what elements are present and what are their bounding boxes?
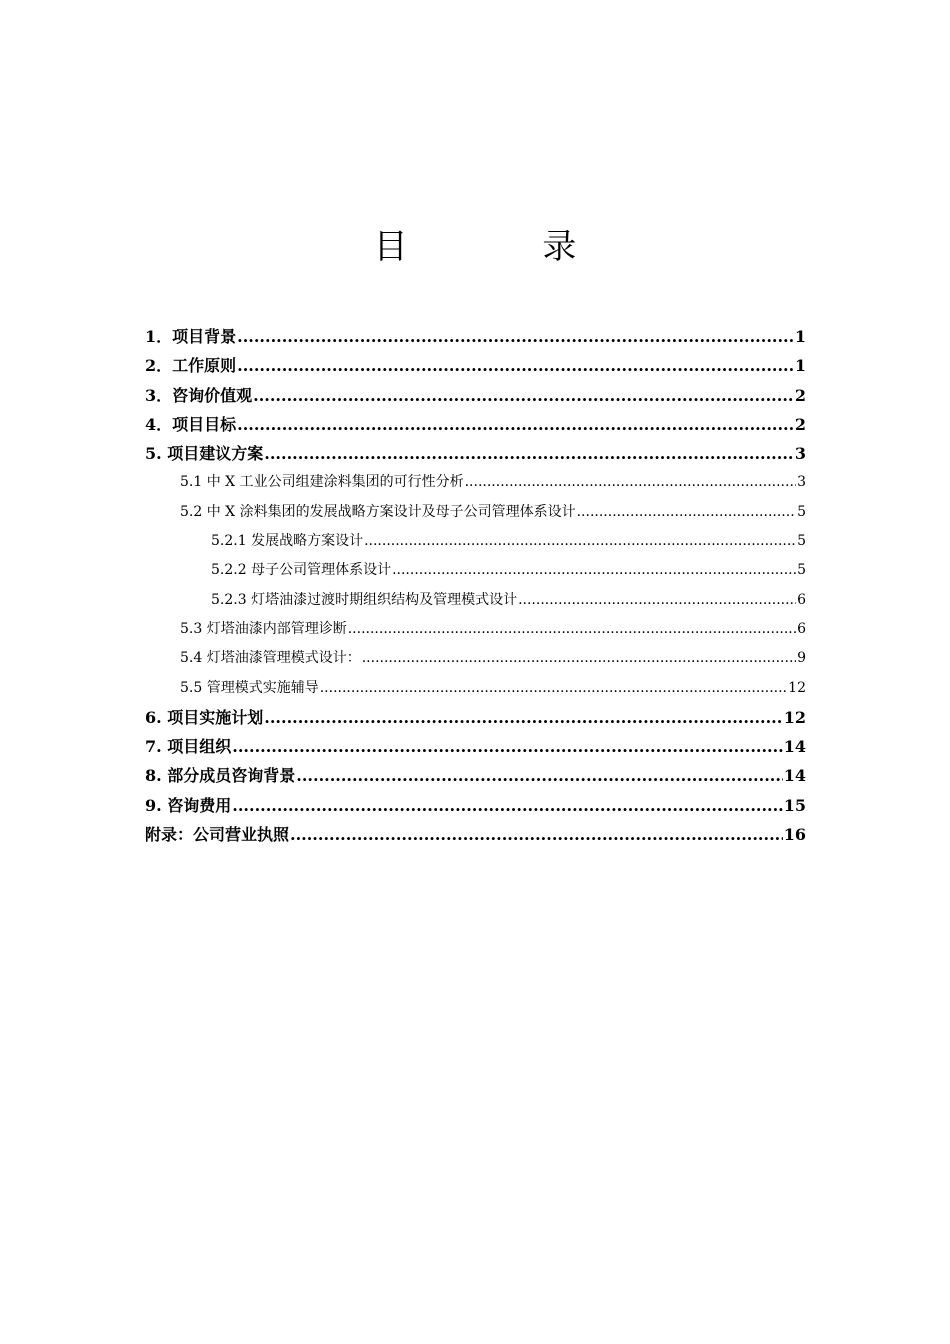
toc-entry[interactable]: [145, 322, 806, 351]
toc-dot-leader: [577, 498, 796, 527]
toc-entry-label: 附录：公司营业执照: [145, 825, 290, 845]
toc-dot-leader: [232, 791, 782, 820]
toc-page-number: 2: [794, 414, 806, 434]
toc-page-number: 12: [788, 679, 806, 696]
toc-entry[interactable]: [145, 439, 806, 468]
toc-entry[interactable]: [145, 791, 806, 820]
toc-dot-leader: [320, 674, 787, 703]
toc-entry-label: 5.2.3 灯塔油漆过渡时期组织结构及管理模式设计: [211, 591, 518, 608]
toc-entry-label: 1．项目背景: [145, 327, 237, 346]
toc-dot-leader: [362, 644, 796, 673]
toc-entry-label: 5.5 管理模式实施辅导: [180, 679, 319, 696]
table-of-contents: [145, 322, 806, 849]
toc-dot-leader: [237, 410, 794, 439]
toc-entry-label: 3．咨询价值观: [145, 385, 253, 405]
toc-page-number: 5: [797, 533, 806, 550]
toc-page-number: 15: [783, 795, 806, 815]
toc-dot-leader: [290, 820, 783, 849]
toc-dot-leader: [237, 351, 794, 380]
toc-entry-label: 5.2 中 X 涂料集团的发展战略方案设计及母子公司管理体系设计: [180, 503, 576, 520]
toc-entry[interactable]: [145, 468, 806, 497]
page-title: 目 录: [373, 227, 639, 267]
toc-page-number: 1: [794, 327, 806, 346]
toc-page-number: 14: [783, 737, 806, 757]
toc-entry-label: 5.2.2 母子公司管理体系设计: [211, 562, 392, 579]
toc-entry[interactable]: [145, 820, 806, 849]
toc-entry-label: 6. 项目实施计划: [145, 707, 264, 727]
toc-entry[interactable]: [145, 732, 806, 761]
toc-dot-leader: [296, 761, 782, 790]
toc-dot-leader: [264, 439, 794, 468]
toc-dot-leader: [392, 556, 796, 585]
toc-dot-leader: [518, 586, 796, 615]
toc-entry-label: 2．工作原则: [145, 356, 237, 376]
toc-entry-label: 5.3 灯塔油漆内部管理诊断: [180, 620, 347, 637]
toc-page-number: 1: [794, 356, 806, 376]
toc-entry[interactable]: [145, 410, 806, 439]
toc-entry-label: 8. 部分成员咨询背景: [145, 766, 296, 786]
toc-page-number: 5: [797, 562, 806, 579]
toc-page-number: 6: [797, 620, 806, 637]
toc-dot-leader: [232, 732, 782, 761]
toc-entry-label: 5.4 灯塔油漆管理模式设计：: [180, 650, 361, 667]
toc-entry-label: 5.1 中 X 工业公司组建涂料集团的可行性分析: [180, 474, 464, 491]
toc-entry-label: 4．项目目标: [145, 414, 237, 434]
toc-entry[interactable]: [145, 586, 806, 615]
toc-entry[interactable]: [145, 615, 806, 644]
toc-dot-leader: [264, 703, 782, 732]
toc-dot-leader: [348, 615, 796, 644]
toc-entry[interactable]: [145, 703, 806, 732]
toc-entry[interactable]: [145, 761, 806, 790]
toc-page-number: 6: [797, 591, 806, 608]
toc-page-number: 5: [797, 503, 806, 520]
toc-page-number: 3: [797, 474, 806, 491]
toc-dot-leader: [237, 322, 794, 351]
toc-entry[interactable]: [145, 527, 806, 556]
toc-entry-label: 5. 项目建议方案: [145, 444, 264, 464]
toc-entry[interactable]: [145, 351, 806, 380]
toc-entry[interactable]: [145, 498, 806, 527]
toc-entry-label: 5.2.1 发展战略方案设计: [211, 533, 364, 550]
toc-page-number: 3: [794, 444, 806, 464]
toc-page-number: 9: [797, 650, 806, 667]
toc-entry[interactable]: [145, 644, 806, 673]
toc-page-number: 16: [783, 825, 806, 845]
toc-entry-label: 7. 项目组织: [145, 737, 232, 757]
toc-page-number: 12: [783, 707, 806, 727]
toc-entry[interactable]: [145, 556, 806, 585]
toc-page-number: 14: [783, 766, 806, 786]
toc-dot-leader: [253, 381, 794, 410]
toc-entry[interactable]: [145, 381, 806, 410]
toc-dot-leader: [465, 468, 796, 497]
toc-entry[interactable]: [145, 674, 806, 703]
toc-page-number: 2: [794, 385, 806, 405]
toc-entry-label: 9. 咨询费用: [145, 795, 232, 815]
toc-dot-leader: [364, 527, 796, 556]
